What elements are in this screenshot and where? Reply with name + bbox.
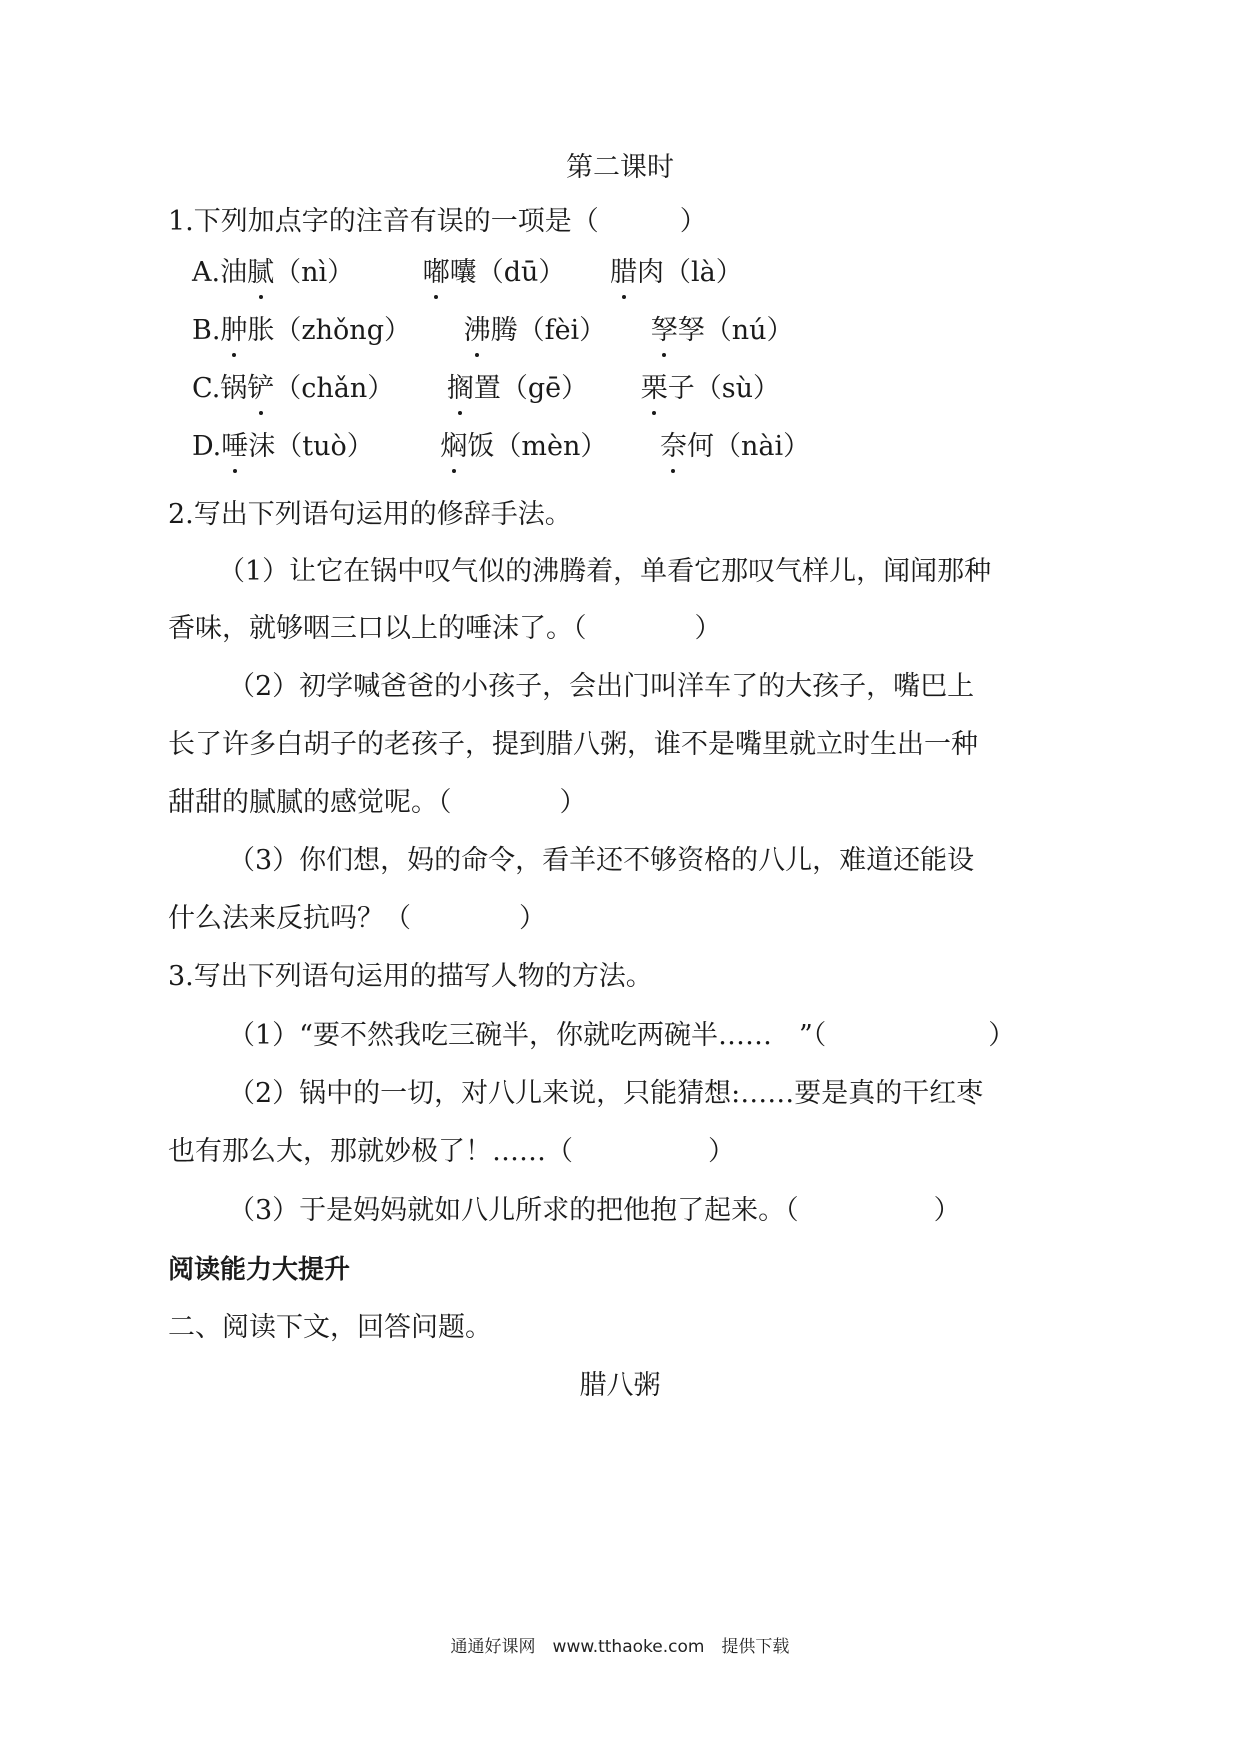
dotted-char: 孥 — [651, 311, 678, 351]
dotted-char: 肿 — [220, 311, 247, 351]
dotted-char: 焖 — [440, 427, 467, 467]
dotted-char: 栗 — [641, 369, 668, 409]
dotted-char: 唾 — [221, 427, 248, 467]
question-1-option-b: B.肿胀（zhǒng） 沸腾（fèi） 孥孥（nú） — [192, 311, 794, 351]
question-1-stem: 1.下列加点字的注音有误的一项是（ ） — [168, 206, 707, 237]
question-1-option-a: A.油腻（nì） 嘟囔（dū） 腊肉（là） — [192, 253, 743, 293]
question-2-stem: 2.写出下列语句运用的修辞手法。 — [168, 499, 572, 530]
question-3-3: （3）于是妈妈就如八儿所求的把他抱了起来。（ ） — [228, 1195, 961, 1226]
dotted-char: 嘟 — [423, 253, 450, 293]
question-2-1-line-2: 香味，就够咽三口以上的唾沫了。（ ） — [168, 613, 722, 644]
reading-title: 腊八粥 — [579, 1370, 661, 1401]
footer: 通通好课网 www.tthaoke.com 提供下载 — [450, 1637, 790, 1657]
question-2-2-line-1: （2）初学喊爸爸的小孩子，会出门叫洋车了的大孩子，嘴巴上 — [228, 671, 975, 702]
question-2-3-line-2: 什么法来反抗吗？（ ） — [168, 903, 546, 934]
dotted-char: 搁 — [447, 369, 474, 409]
dotted-char: 腊 — [610, 253, 637, 293]
question-2-1-line-1: （1）让它在锅中叹气似的沸腾着，单看它那叹气样儿，闻闻那种 — [218, 556, 992, 587]
question-2-2-line-2: 长了许多白胡子的老孩子，提到腊八粥，谁不是嘴里就立时生出一种 — [168, 729, 978, 760]
question-2-2-line-3: 甜甜的腻腻的感觉呢。（ ） — [168, 787, 587, 818]
lesson-title: 第二课时 — [566, 152, 674, 183]
question-1-option-c: C.锅铲（chǎn） 搁置（gē） 栗子（sù） — [192, 369, 780, 409]
dotted-char: 沸 — [464, 311, 491, 351]
dotted-char: 奈 — [660, 427, 687, 467]
question-2-3-line-1: （3）你们想，妈的命令，看羊还不够资格的八儿，难道还能设 — [228, 845, 975, 876]
question-3-stem: 3.写出下列语句运用的描写人物的方法。 — [168, 961, 653, 992]
question-3-1: （1）“要不然我吃三碗半，你就吃两碗半…… ”（ ） — [228, 1020, 1016, 1051]
question-3-2-line-2: 也有那么大，那就妙极了！……（ ） — [168, 1136, 735, 1167]
dotted-char: 铲 — [247, 369, 274, 409]
section-heading: 阅读能力大提升 — [168, 1255, 351, 1285]
question-1-option-d: D.唾沫（tuò） 焖饭（mèn） 奈何（nài） — [192, 427, 810, 467]
part-2-heading: 二、阅读下文，回答问题。 — [168, 1312, 492, 1343]
question-3-2-line-1: （2）锅中的一切，对八儿来说，只能猜想:……要是真的干红枣 — [228, 1078, 984, 1109]
dotted-char: 腻 — [247, 253, 274, 293]
